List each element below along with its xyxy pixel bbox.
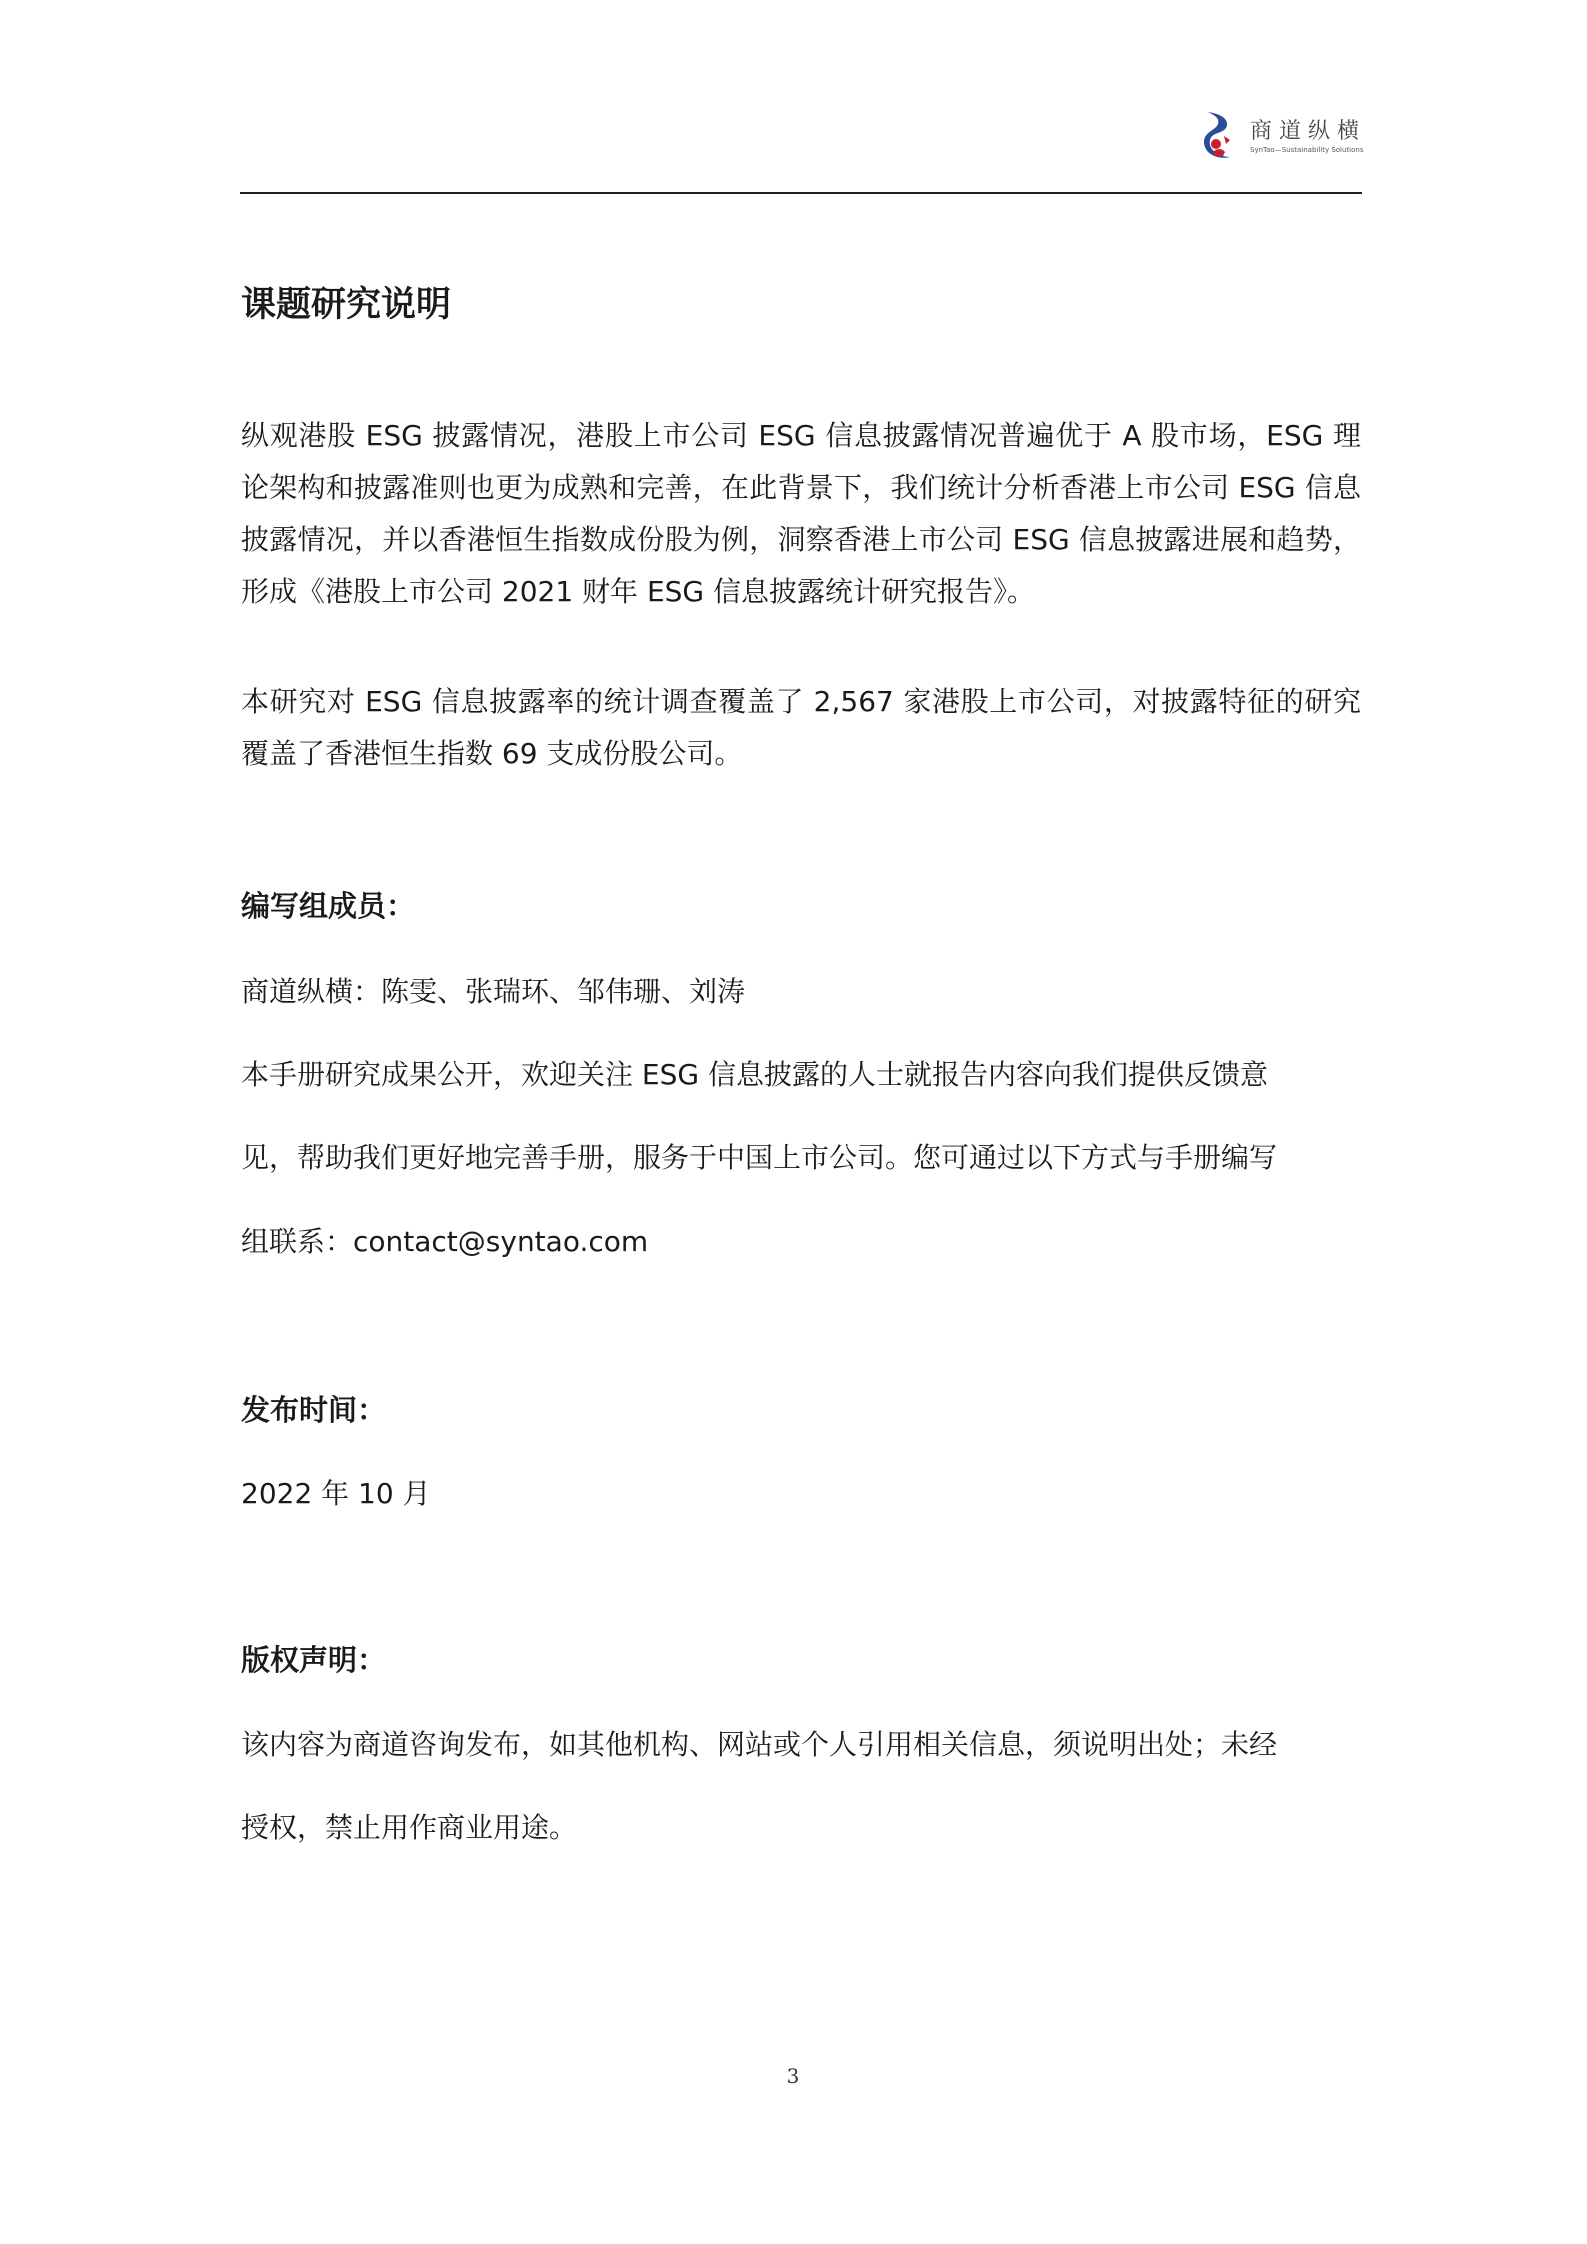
release-date-heading: 发布时间： (241, 1393, 387, 1427)
release-date: 2022 年 10 月 (241, 1477, 431, 1510)
editors-members: 商道纵横：陈雯、张瑞环、邹伟珊、刘涛 (241, 975, 746, 1008)
page-title: 课题研究说明 (241, 285, 452, 325)
copyright-heading: 版权声明： (241, 1643, 387, 1677)
copyright-line: 该内容为商道咨询发布，如其他机构、网站或个人引用相关信息，须说明出处；未经 (241, 1728, 1278, 1761)
page-number: 3 (786, 2064, 800, 2088)
feedback-line: 本手册研究成果公开，欢迎关注 ESG 信息披露的人士就报告内容向我们提供反馈意 (241, 1058, 1268, 1091)
feedback-line: 见，帮助我们更好地完善手册，服务于中国上市公司。您可通过以下方式与手册编写 (241, 1141, 1278, 1174)
logo-english-tagline: SynTao—Sustainability Solutions (1250, 146, 1364, 154)
scope-paragraph: 本研究对 ESG 信息披露率的统计调查覆盖了 2,567 家港股上市公司，对披露特征的研究覆盖了香港恒生指数 69 支成份股公司。 (241, 685, 1361, 770)
company-logo (1200, 110, 1367, 160)
syntao-logo-icon (1200, 110, 1240, 160)
intro-paragraph: 纵观港股 ESG 披露情况，港股上市公司 ESG 信息披露情况普遍优于 A 股市场，ESG 理论架构和披露准则也更为成熟和完善，在此背景下，我们统计分析香港上市公司 ESG 信息披露情况，并以香港恒生指数成份股为例，洞察香港上市公司 ESG 信息披露进展和趋势，形成《港股上市公司 2021 财年 ESG 信息披露统计研究报告》。 (241, 419, 1361, 608)
copyright-line: 授权，禁止用作商业用途。 (241, 1811, 578, 1844)
logo-chinese-name: 商道纵横 (1250, 119, 1367, 144)
header-divider (240, 192, 1362, 194)
editors-heading: 编写组成员： (241, 889, 416, 923)
feedback-contact-line: 组联系：contact@syntao.com (241, 1225, 649, 1258)
